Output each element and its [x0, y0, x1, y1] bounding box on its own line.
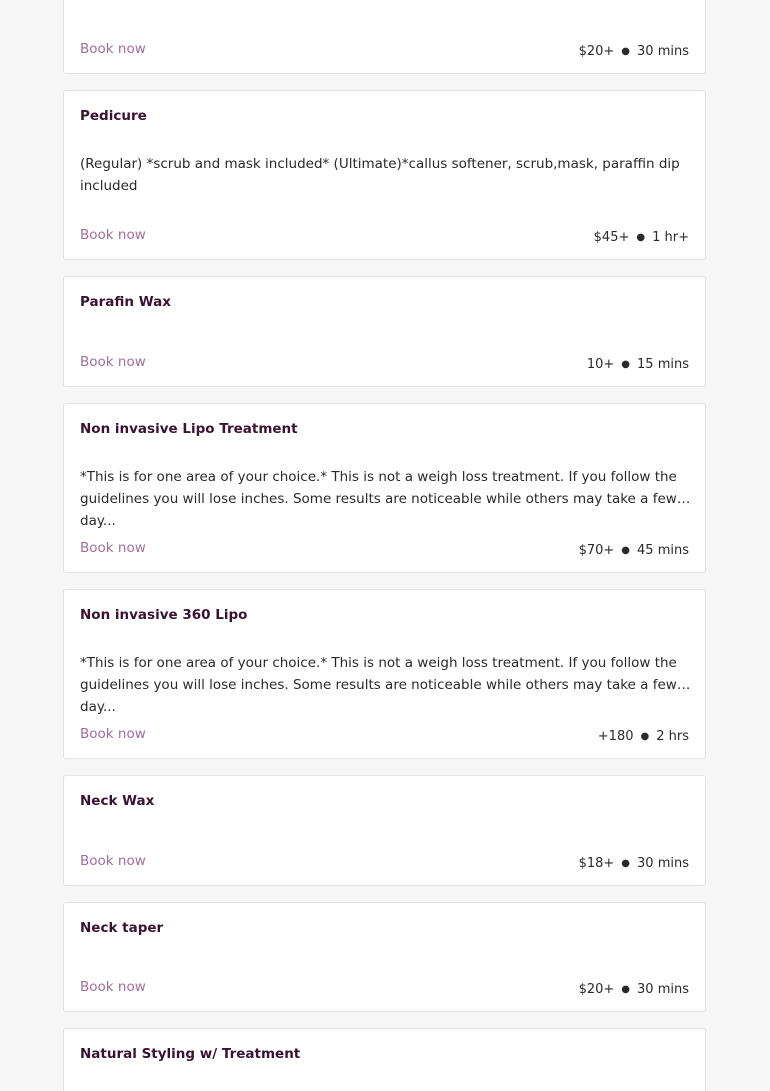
book-now-link[interactable]: Book now	[80, 354, 146, 370]
service-title: Non invasive 360 Lipo	[80, 607, 248, 623]
service-duration: 45 mins	[637, 543, 689, 558]
service-meta	[579, 856, 689, 871]
separator-dot-icon: ●	[621, 858, 631, 869]
service-price: $18+	[578, 856, 615, 871]
separator-dot-icon: ●	[636, 232, 646, 243]
service-meta	[579, 982, 689, 997]
book-now-link[interactable]: Book now	[80, 726, 146, 742]
service-card	[63, 0, 706, 74]
separator-dot-icon: ●	[621, 359, 631, 370]
service-card	[63, 403, 706, 573]
service-title: Pedicure	[80, 108, 147, 124]
book-now-link[interactable]: Book now	[80, 540, 146, 556]
service-title: Parafin Wax	[80, 294, 171, 310]
separator-dot-icon: ●	[621, 984, 631, 995]
book-now-link[interactable]: Book now	[80, 853, 146, 869]
service-title: Non invasive Lipo Treatment	[80, 421, 298, 437]
service-price: $45+	[593, 230, 630, 245]
book-now-link[interactable]: Book now	[80, 979, 146, 995]
service-card	[63, 1028, 706, 1091]
service-card	[63, 589, 706, 759]
service-duration: 2 hrs	[656, 729, 689, 744]
service-title: Natural Styling w/ Treatment	[80, 1046, 301, 1062]
service-duration: 30 mins	[637, 44, 689, 59]
service-duration: 30 mins	[637, 982, 689, 997]
service-duration: 30 mins	[637, 856, 689, 871]
service-title: Neck Wax	[80, 793, 155, 809]
service-title: Neck taper	[80, 920, 164, 936]
service-description: (Regular) *scrub and mask included* (Ultimate)*callus softener, scrub,mask, paraffin dip included	[80, 156, 680, 194]
service-description: *This is for one area of your choice.* This is not a weigh loss treatment. If you follow the guidelines you will lose inches. Some results are noticeable while others may take a few day...	[80, 469, 677, 529]
service-description: *This is for one area of your choice.* This is not a weigh loss treatment. If you follow the guidelines you will lose inches. Some results are noticeable while others may take a few day...	[80, 655, 677, 715]
separator-dot-icon: ●	[621, 545, 631, 556]
service-card	[63, 902, 706, 1012]
service-price: 10+	[586, 357, 615, 372]
service-meta	[579, 543, 689, 558]
service-meta	[579, 44, 689, 59]
service-card	[63, 90, 706, 260]
service-meta	[598, 729, 689, 744]
service-price: +180	[597, 729, 634, 744]
separator-dot-icon: ●	[640, 731, 650, 742]
separator-dot-icon: ●	[621, 46, 631, 57]
book-now-link[interactable]: Book now	[80, 227, 146, 243]
service-duration: 1 hr+	[652, 230, 689, 245]
service-price: $70+	[578, 543, 615, 558]
service-card	[63, 276, 706, 387]
service-meta	[594, 230, 689, 245]
service-duration: 15 mins	[637, 357, 689, 372]
service-price: $20+	[578, 982, 615, 997]
book-now-link[interactable]: Book now	[80, 41, 146, 57]
service-price: $20+	[578, 44, 615, 59]
service-meta	[587, 357, 689, 372]
service-card	[63, 775, 706, 886]
